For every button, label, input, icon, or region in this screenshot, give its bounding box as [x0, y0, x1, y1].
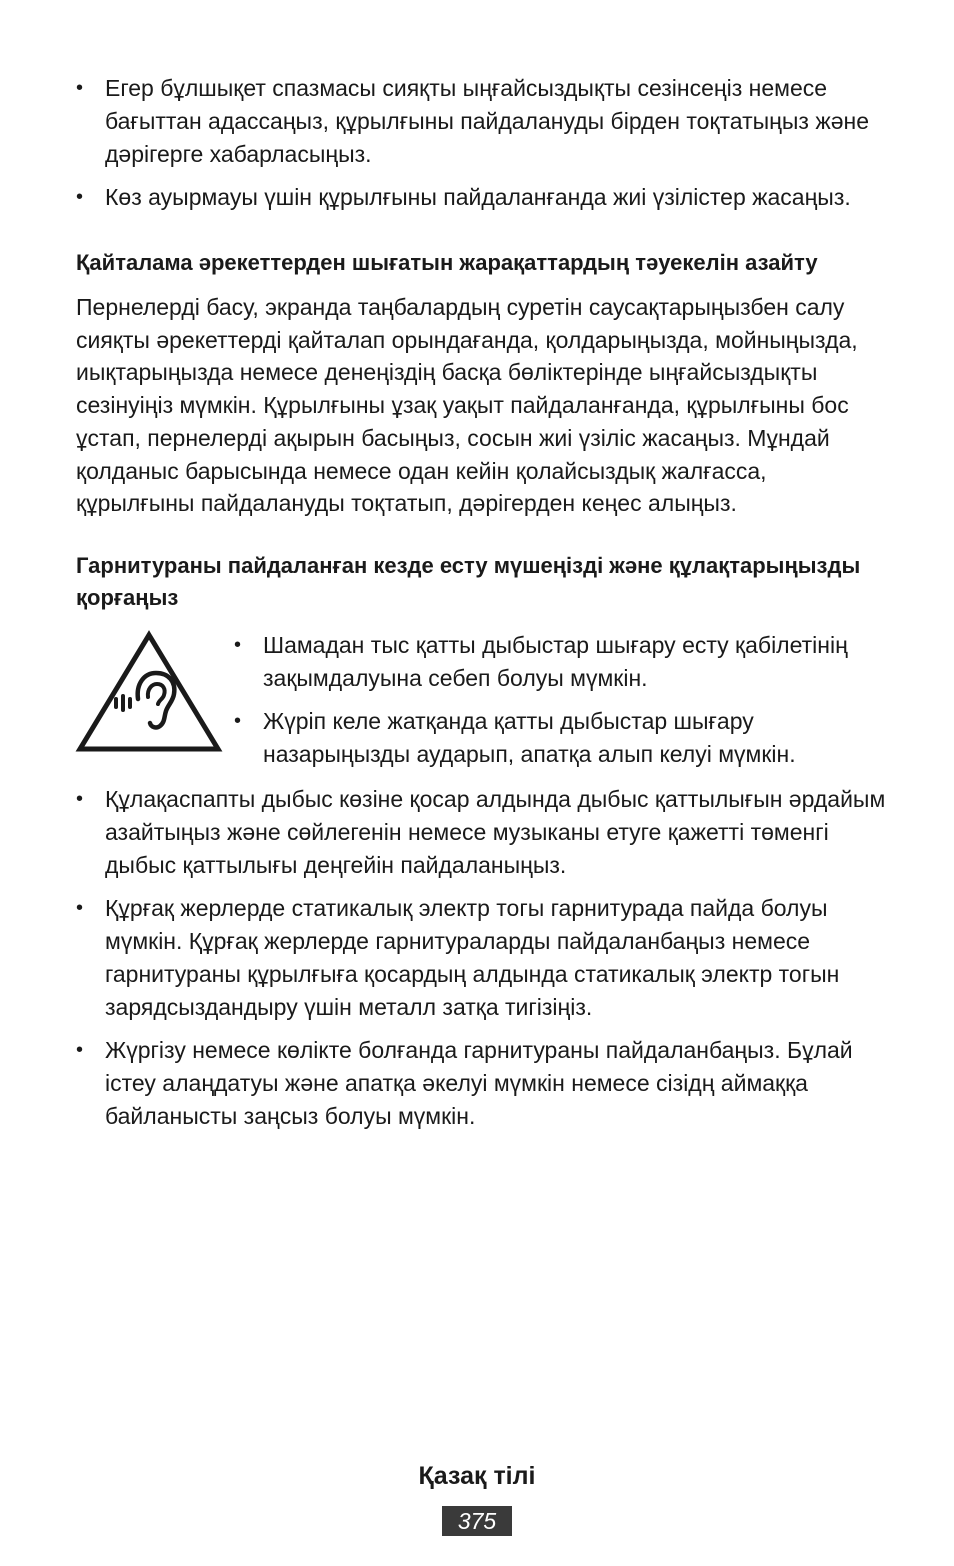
list-item [234, 629, 874, 695]
bullet-icon: • [76, 77, 84, 99]
warning-bullet-list [234, 629, 874, 771]
list-item [76, 783, 886, 882]
list-item-text: Көз ауырмауы үшін құрылғыны пайдаланғанда жиі үзілістер жасаңыз. [105, 184, 851, 210]
list-item-text: Жүріп келе жатқанда қатты дыбыстар шығару назарыңызды аударып, апатқа алып келуі мүмкін. [263, 707, 796, 767]
bullet-icon: • [76, 186, 84, 208]
bullet-icon: • [234, 709, 242, 732]
document-page [76, 72, 886, 1133]
list-item-text: Егер бұлшықет спазмасы сияқты ыңғайсыздықты сезінсеңіз немесе бағыттан адассаңыз, құрылғыны пайдалануды бірден тоқтатыңыз және дәрігерге хабарласыңыз. [105, 75, 869, 167]
section-heading-hearing-protection: Гарнитураны пайдаланған кезде есту мүшеңізді және құлақтарыңызды қорғаңыз [76, 552, 861, 610]
list-item [234, 705, 874, 771]
bullet-icon: • [76, 896, 84, 919]
top-bullet-list [76, 72, 886, 214]
footer-language-label: Қазақ тілі [418, 1462, 536, 1490]
list-item-text: Шамадан тыс қатты дыбыстар шығару есту қабілетінің зақымдалуына себеп болуы мүмкін. [263, 631, 848, 691]
list-item-text: Құрғақ жерлерде статикалық электр тогы гарнитурада пайда болуы мүмкін. Құрғақ жерлерде гарнитураларды пайдаланбаңыз немесе гарнитураны құрылғыға қосардың алдында статикалық электр тогын зарядсыздандыру үшін металл затқа тигізіңіз. [105, 894, 840, 1020]
bullet-icon: • [76, 1038, 84, 1061]
bullet-icon: • [76, 787, 84, 810]
list-item [76, 1034, 886, 1133]
page-number-badge: 375 [442, 1506, 512, 1536]
headset-bullet-list [76, 783, 886, 1133]
list-item [76, 892, 886, 1024]
hearing-warning-block [76, 629, 886, 771]
list-item [76, 72, 886, 171]
section-heading-repetitive-motion: Қайталама әрекеттерден шығатын жарақаттардың тәуекелін азайту [76, 250, 818, 275]
hearing-warning-icon [74, 629, 224, 757]
list-item-text: Құлақаспапты дыбыс көзіне қосар алдында дыбыс қаттылығын әрдайым азайтыңыз және сөйлегенін немесе музыканы етуге қажетті төменгі дыбыс қаттылығы деңгейін пайдаланыңыз. [105, 785, 886, 878]
bullet-icon: • [234, 633, 242, 656]
list-item-text: Жүргізу немесе көлікте болғанда гарнитураны пайдаланбаңыз. Бұлай істеу алаңдатуы және апатқа әкелуі мүмкін немесе сізідң аймаққа байланысты заңсыз болуы мүмкін. [105, 1036, 853, 1129]
section-paragraph: Пернелерді басу, экранда таңбалардың суретін саусақтарыңызбен салу сияқты әрекеттерді қайталап орындағанда, қолдарыңызда, мойныңызда, иықтарыңызда немесе денеңіздің басқа бөліктерінде ыңғайсыздықты сезінуіңіз мүмкін. Құрылғыны ұзақ уақыт пайдаланғанда, құрылғыны бос ұстап, пернелерді ақырын басыңыз, сосын жиі үзіліс жасаңыз. Мұндай қолданыс барысында немесе одан кейін қолайсыздық жалғасса, құрылғыны пайдалануды тоқтатып, дәрігерден кеңес алыңыз. [76, 294, 858, 517]
list-item [76, 181, 886, 214]
